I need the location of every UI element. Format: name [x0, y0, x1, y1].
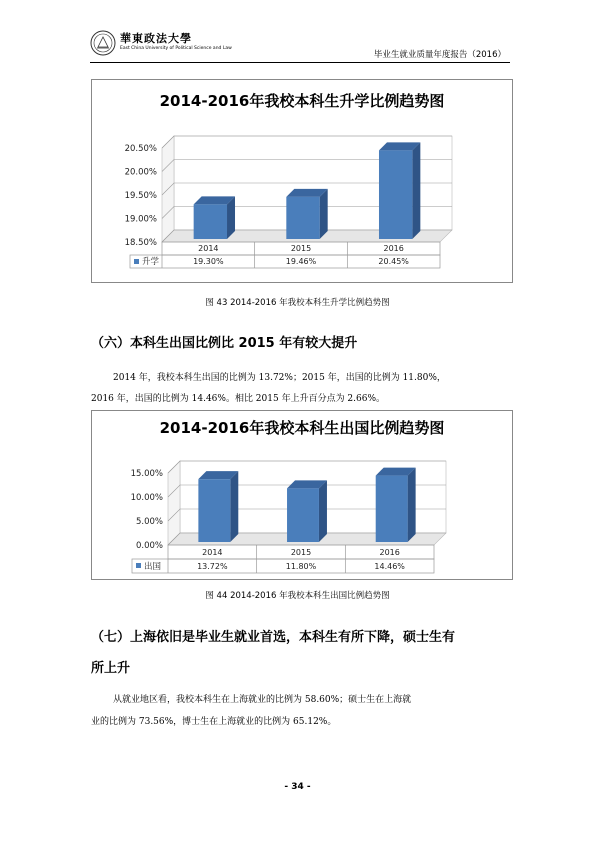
bar: [376, 476, 408, 542]
chart-box-enrollment: [91, 79, 513, 283]
x-category-label: 2016: [383, 244, 404, 253]
figure-caption-43: 图 43 2014-2016 年我校本科生升学比例趋势图: [205, 298, 390, 308]
report-title: 毕业生就业质量年度报告（2016）: [373, 50, 506, 60]
section-heading-6: （六）本科生出国比例比 2015 年有较大提升: [91, 336, 358, 351]
x-category-label: 2015: [290, 244, 312, 253]
data-value-label: 14.46%: [374, 562, 405, 571]
y-tick-label: 15.00%: [130, 469, 163, 479]
bar-side: [230, 471, 238, 542]
data-value-label: 19.30%: [193, 257, 224, 266]
x-category-label: 2015: [290, 548, 312, 557]
y-tick-label: 5.00%: [135, 517, 163, 527]
x-category-label: 2016: [379, 548, 400, 557]
y-tick-label: 0.00%: [135, 541, 163, 551]
data-value-label: 11.80%: [285, 562, 317, 571]
x-category-label: 2014: [202, 548, 223, 557]
bar: [287, 488, 319, 542]
y-tick-label: 19.00%: [124, 214, 157, 225]
bar-side: [412, 142, 420, 239]
bar-side: [320, 189, 328, 239]
legend-series-name: 升学: [142, 257, 160, 267]
y-tick-label: 19.50%: [124, 191, 157, 201]
school-english-name: East China University of Political Science and Law: [120, 46, 232, 51]
bar: [198, 479, 230, 542]
bar: [286, 197, 319, 239]
chart-box-abroad: [91, 410, 513, 580]
chart-side-wall: [168, 461, 180, 545]
y-tick-label: 20.50%: [124, 144, 157, 154]
legend-series-name: 出国: [144, 562, 162, 572]
y-tick-label: 20.00%: [124, 167, 157, 178]
y-tick-label: 10.00%: [130, 493, 163, 503]
figure-caption-44: 图 44 2014-2016 年我校本科生出国比例趋势图: [205, 591, 390, 601]
chart-plot-enrollment: [92, 80, 512, 282]
paragraph-line: 2014 年，我校本科生出国的比例为 13.72%；2015 年，出国的比例为 11.80%，: [113, 373, 446, 383]
university-seal-icon: [90, 30, 116, 56]
paragraph-line: 从就业地区看，我校本科生在上海就业的比例为 58.60%；硕士生在上海就: [113, 695, 412, 705]
chart-plot-abroad: [92, 411, 512, 579]
section-heading-7-cont: 所上升: [91, 661, 131, 676]
chart-title: 2014-2016年我校本科生出国比例趋势图: [159, 419, 445, 437]
data-value-label: 20.45%: [378, 257, 409, 266]
data-value-label: 19.46%: [285, 257, 317, 266]
paragraph-line: 2016 年，出国的比例为 14.46%。相比 2015 年上升百分点为 2.66%。: [91, 394, 386, 404]
legend-swatch: [134, 259, 139, 264]
x-category-label: 2014: [198, 244, 219, 253]
bar-side: [408, 468, 416, 542]
page-number: - 34 -: [284, 782, 311, 792]
page-header: [90, 28, 510, 63]
data-value-label: 13.72%: [197, 562, 228, 571]
legend-swatch: [136, 563, 141, 568]
bar: [379, 150, 412, 239]
school-name: 華東政法大學: [120, 32, 192, 45]
section-heading-7: （七）上海依旧是毕业生就业首选，本科生有所下降，硕士生有: [91, 630, 456, 645]
chart-title: 2014-2016年我校本科生升学比例趋势图: [159, 92, 445, 110]
bar-side: [319, 480, 327, 542]
paragraph-line: 业的比例为 73.56%，博士生在上海就业的比例为 65.12%。: [91, 717, 337, 727]
bar: [194, 204, 227, 239]
y-tick-label: 18.50%: [124, 238, 157, 248]
